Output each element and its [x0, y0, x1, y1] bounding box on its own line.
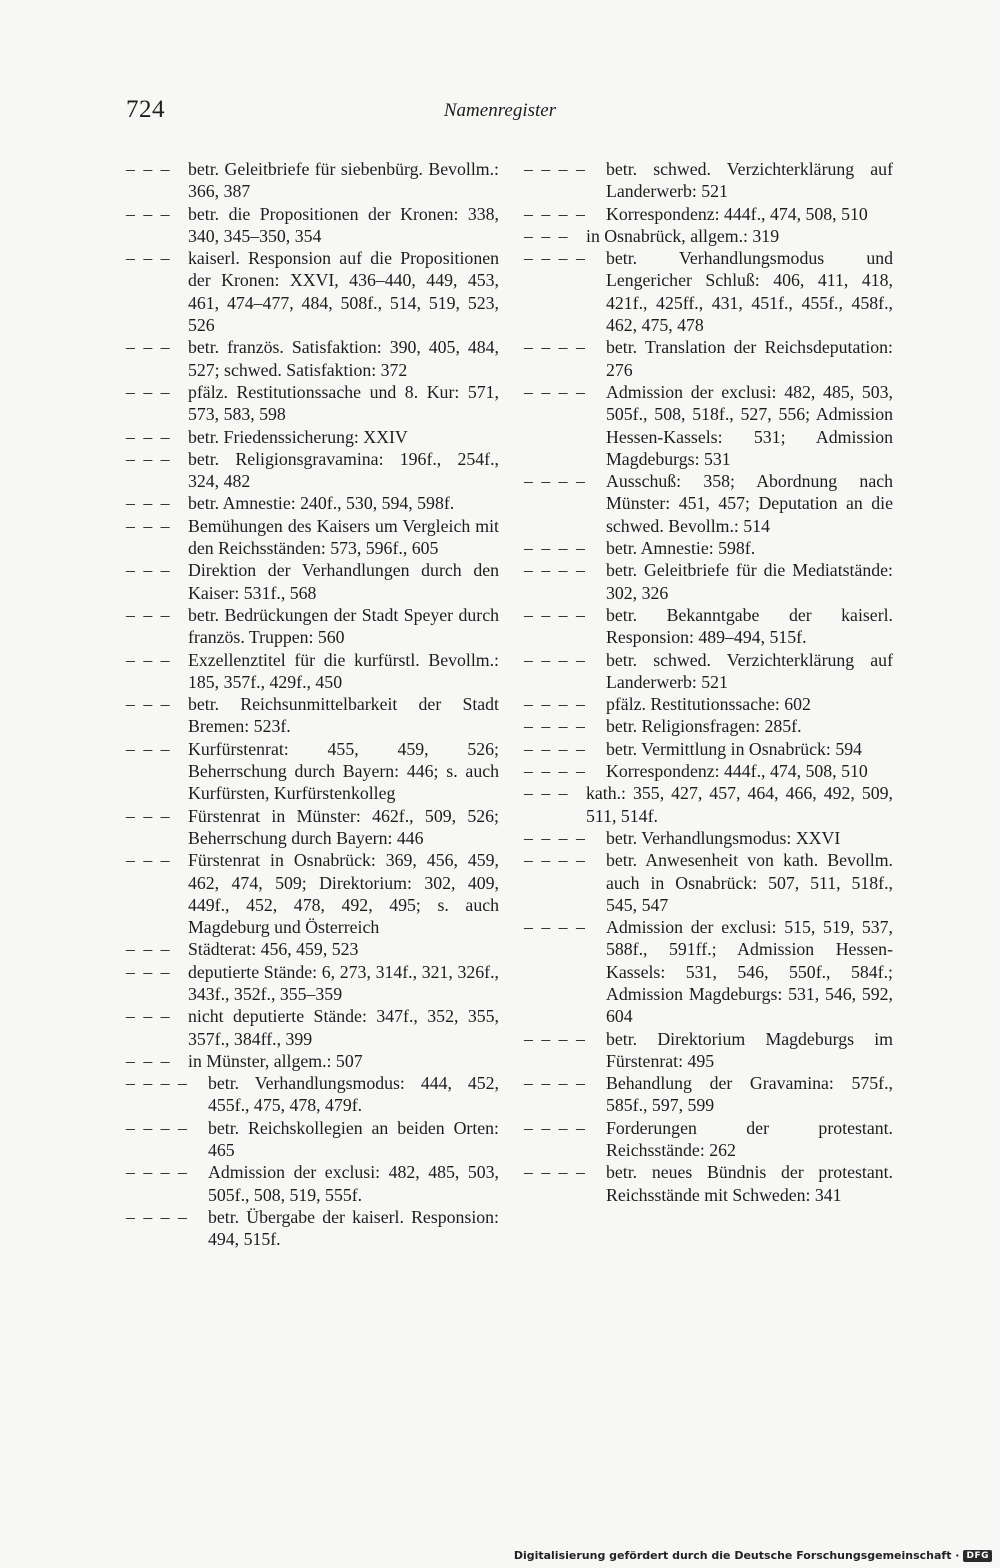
entry-dash: – – – – [524, 203, 587, 224]
index-entry [524, 1161, 893, 1206]
entry-text: Forderungen der protestant. Reichsstände: 262 [606, 1117, 893, 1161]
entry-text: betr. Religionsgravamina: 196f., 254f., 324, 482 [188, 448, 499, 492]
entry-text: betr. Amnestie: 240f., 530, 594, 598f. [188, 493, 455, 514]
entry-text: in Osnabrück, allgem.: 319 [586, 225, 780, 246]
entry-text: betr. Übergabe der kaiserl. Responsion: 494, 515f. [208, 1206, 499, 1250]
entry-dash: – – – [126, 493, 172, 514]
entry-dash: – – – – [524, 471, 587, 492]
entry-text: Admission der exclusi: 515, 519, 537, 588f., 591ff.; Admission Hessen-Kassels: 531, 546, 550f., 584f.; Admission Magdeburgs: 531, 546, 592, 604 [606, 917, 893, 1027]
entry-dash: – – – [126, 604, 172, 625]
entry-text: Korrespondenz: 444f., 474, 508, 510 [606, 761, 868, 782]
entry-dash: – – – – [524, 1162, 587, 1183]
index-entry [524, 470, 893, 537]
entry-dash: – – – [126, 381, 172, 402]
entry-text: Städterat: 456, 459, 523 [188, 939, 359, 960]
index-entry [524, 782, 893, 827]
entry-dash: – – – [126, 805, 172, 826]
index-entry [524, 225, 893, 247]
entry-dash: – – – [126, 560, 172, 581]
index-entry [126, 961, 499, 1006]
entry-dash: – – – – [524, 381, 587, 402]
entry-dash: – – – – [524, 694, 587, 715]
index-entry [524, 203, 893, 225]
index-entry [126, 805, 499, 850]
entry-dash: – – – – [524, 538, 587, 559]
entry-dash: – – – – [524, 649, 587, 670]
index-entry [524, 1117, 893, 1162]
index-entry [126, 448, 499, 493]
entry-text: betr. Anwesenheit von kath. Bevollm. auch in Osnabrück: 507, 511, 518f., 545, 547 [606, 850, 893, 915]
entry-dash: – – – [126, 203, 172, 224]
entry-text: Admission der exclusi: 482, 485, 503, 505f., 508, 519, 555f. [208, 1162, 499, 1205]
entry-text: betr. Direktorium Magdeburgs im Fürstenrat: 495 [606, 1028, 893, 1071]
index-entry [126, 1072, 499, 1117]
entry-text: betr. schwed. Verzichterklärung auf Landerwerb: 521 [606, 649, 893, 692]
entry-text: nicht deputierte Stände: 347f., 352, 355, 357f., 384ff., 399 [188, 1006, 499, 1049]
entry-dash: – – – [126, 738, 172, 759]
index-entry [524, 1072, 893, 1117]
entry-text: Ausschuß: 358; Abordnung nach Münster: 451, 457; Deputation an die schwed. Bevollm.: 514 [606, 471, 893, 536]
entry-text: pfälz. Restitutionssache: 602 [606, 694, 811, 715]
entry-text: betr. neues Bündnis der protestant. Reichsstände mit Schweden: 341 [606, 1162, 893, 1205]
entry-text: Bemühungen des Kaisers um Vergleich mit den Reichsständen: 573, 596f., 605 [188, 515, 499, 559]
index-entry [524, 247, 893, 336]
entry-text: Kurfürstenrat: 455, 459, 526; Beherrschung durch Bayern: 446; s. auch Kurfürsten, Kurfürstenkolleg [188, 738, 499, 804]
entry-text: betr. Geleitbriefe für siebenbürg. Bevollm.: 366, 387 [188, 159, 499, 202]
index-entry [126, 247, 499, 336]
entry-dash: – – – – [524, 1073, 587, 1094]
entry-dash: – – – – [524, 761, 587, 782]
entry-text: betr. schwed. Verzichterklärung auf Landerwerb: 521 [606, 159, 893, 202]
index-entry [126, 559, 499, 604]
index-entry [126, 426, 499, 448]
entry-text: betr. Geleitbriefe für die Mediatstände: 302, 326 [606, 560, 893, 603]
entry-dash: – – – – [524, 248, 587, 269]
index-entry [126, 849, 499, 938]
index-entry [126, 738, 499, 805]
index-entry [524, 715, 893, 737]
index-entry [126, 649, 499, 694]
entry-dash: – – – [126, 649, 172, 670]
index-entry [524, 760, 893, 782]
entry-dash: – – – – [126, 1206, 189, 1227]
entry-dash: – – – – [524, 1028, 587, 1049]
entry-dash: – – – – [524, 159, 587, 179]
entry-dash: – – – – [524, 738, 587, 759]
entry-dash: – – – – [126, 1117, 189, 1138]
entry-dash: – – – [126, 1050, 172, 1071]
entry-text: Behandlung der Gravamina: 575f., 585f., 597, 599 [606, 1073, 893, 1116]
index-entry [126, 381, 499, 426]
entry-dash: – – – [126, 248, 172, 269]
index-entry [524, 849, 893, 916]
index-entry [524, 1028, 893, 1073]
index-entry [126, 1005, 499, 1050]
entry-dash: – – – [126, 448, 172, 469]
entry-text: betr. Amnestie: 598f. [606, 538, 756, 559]
index-entry [126, 1050, 499, 1072]
entry-dash: – – – [126, 337, 172, 358]
index-entry [126, 515, 499, 560]
entry-dash: – – – [126, 694, 172, 715]
index-column-right [524, 158, 893, 1206]
dfg-logo: DFG [963, 1550, 992, 1562]
index-entry [126, 158, 499, 203]
index-entry [524, 738, 893, 760]
entry-text: betr. Verhandlungsmodus und Lengericher Schluß: 406, 411, 418, 421f., 425ff., 431, 451f., 455f., 458f., 462, 475, 478 [606, 248, 893, 336]
entry-text: betr. Bekanntgabe der kaiserl. Responsion: 489–494, 515f. [606, 604, 893, 648]
index-entry [524, 537, 893, 559]
entry-dash: – – – [524, 783, 570, 804]
entry-dash: – – – [126, 515, 172, 536]
entry-text: kaiserl. Responsion auf die Propositionen der Kronen: XXVI, 436–440, 449, 453, 461, 474–477, 484, 508f., 514, 519, 523, 526 [188, 248, 499, 336]
entry-text: betr. Friedenssicherung: XXIV [188, 426, 408, 447]
entry-text: Exzellenztitel für die kurfürstl. Bevollm.: 185, 357f., 429f., 450 [188, 649, 499, 692]
index-entry [524, 559, 893, 604]
index-entry [126, 938, 499, 960]
entry-dash: – – – [126, 939, 172, 960]
entry-text: Fürstenrat in Münster: 462f., 509, 526; Beherrschung durch Bayern: 446 [188, 805, 499, 848]
entry-text: betr. Religionsfragen: 285f. [606, 716, 802, 737]
index-entry [126, 1117, 499, 1162]
entry-dash: – – – – [126, 1162, 189, 1183]
entry-text: betr. Reichsunmittelbarkeit der Stadt Bremen: 523f. [188, 694, 499, 737]
index-entry [524, 336, 893, 381]
entry-text: in Münster, allgem.: 507 [188, 1050, 363, 1071]
entry-text: kath.: 355, 427, 457, 464, 466, 492, 509, 511, 514f. [586, 783, 893, 826]
running-title: Namenregister [443, 100, 557, 121]
entry-text: Direktion der Verhandlungen durch den Kaiser: 531f., 568 [188, 560, 499, 603]
entry-dash: – – – – [524, 604, 587, 625]
index-entry [126, 693, 499, 738]
entry-text: betr. die Propositionen der Kronen: 338, 340, 345–350, 354 [188, 203, 499, 246]
index-entry [524, 381, 893, 470]
entry-text: Admission der exclusi: 482, 485, 503, 505f., 508, 518f., 527, 556; Admission Hessen-Kassels: 531; Admission Magdeburgs: 531 [606, 381, 893, 469]
entry-dash: – – – – [524, 850, 587, 871]
index-entry [126, 336, 499, 381]
index-entry [126, 203, 499, 248]
entry-dash: – – – – [524, 827, 587, 848]
funding-note: Digitalisierung gefördert durch die Deutsche Forschungsgemeinschaft · [513, 1549, 960, 1562]
entry-text: betr. Verhandlungsmodus: 444, 452, 455f., 475, 478, 479f. [208, 1073, 499, 1116]
index-entry [524, 693, 893, 715]
index-entry [126, 604, 499, 649]
entry-text: betr. Reichskollegien an beiden Orten: 465 [208, 1117, 499, 1161]
index-entry [524, 916, 893, 1027]
index-entry [524, 649, 893, 694]
entry-text: betr. Vermittlung in Osnabrück: 594 [606, 738, 862, 759]
index-column-left [126, 158, 499, 1251]
entry-dash: – – – [126, 961, 172, 982]
entry-dash: – – – [126, 850, 172, 871]
entry-dash: – – – – [524, 716, 587, 737]
funding-footer [514, 1549, 992, 1562]
index-entry [126, 1161, 499, 1206]
entry-text: deputierte Stände: 6, 273, 314f., 321, 326f., 343f., 352f., 355–359 [188, 961, 499, 1004]
entry-text: betr. Bedrückungen der Stadt Speyer durch französ. Truppen: 560 [188, 604, 499, 648]
entry-dash: – – – – [524, 337, 587, 358]
entry-dash: – – – – [524, 917, 587, 938]
index-entry [524, 158, 893, 203]
entry-dash: – – – [524, 225, 570, 246]
entry-dash: – – – [126, 1006, 172, 1027]
page-number: 724 [126, 96, 165, 123]
entry-dash: – – – [126, 426, 172, 447]
index-entry [524, 827, 893, 849]
entry-text: pfälz. Restitutionssache und 8. Kur: 571, 573, 583, 598 [188, 381, 499, 425]
entry-text: betr. Verhandlungsmodus: XXVI [606, 827, 841, 848]
entry-text: Korrespondenz: 444f., 474, 508, 510 [606, 203, 868, 224]
entry-text: betr. Translation der Reichsdeputation: 276 [606, 337, 893, 380]
index-entry [524, 604, 893, 649]
entry-dash: – – – – [126, 1073, 189, 1094]
entry-text: betr. französ. Satisfaktion: 390, 405, 484, 527; schwed. Satisfaktion: 372 [188, 337, 499, 380]
index-entry [126, 1206, 499, 1251]
index-entry [126, 492, 499, 514]
entry-dash: – – – [126, 159, 172, 179]
entry-text: Fürstenrat in Osnabrück: 369, 456, 459, 462, 474, 509; Direktorium: 302, 409, 449f., 452, 478, 492, 495; s. auch Magdeburg und Österreich [188, 850, 499, 938]
entry-dash: – – – – [524, 560, 587, 581]
entry-dash: – – – – [524, 1117, 587, 1138]
